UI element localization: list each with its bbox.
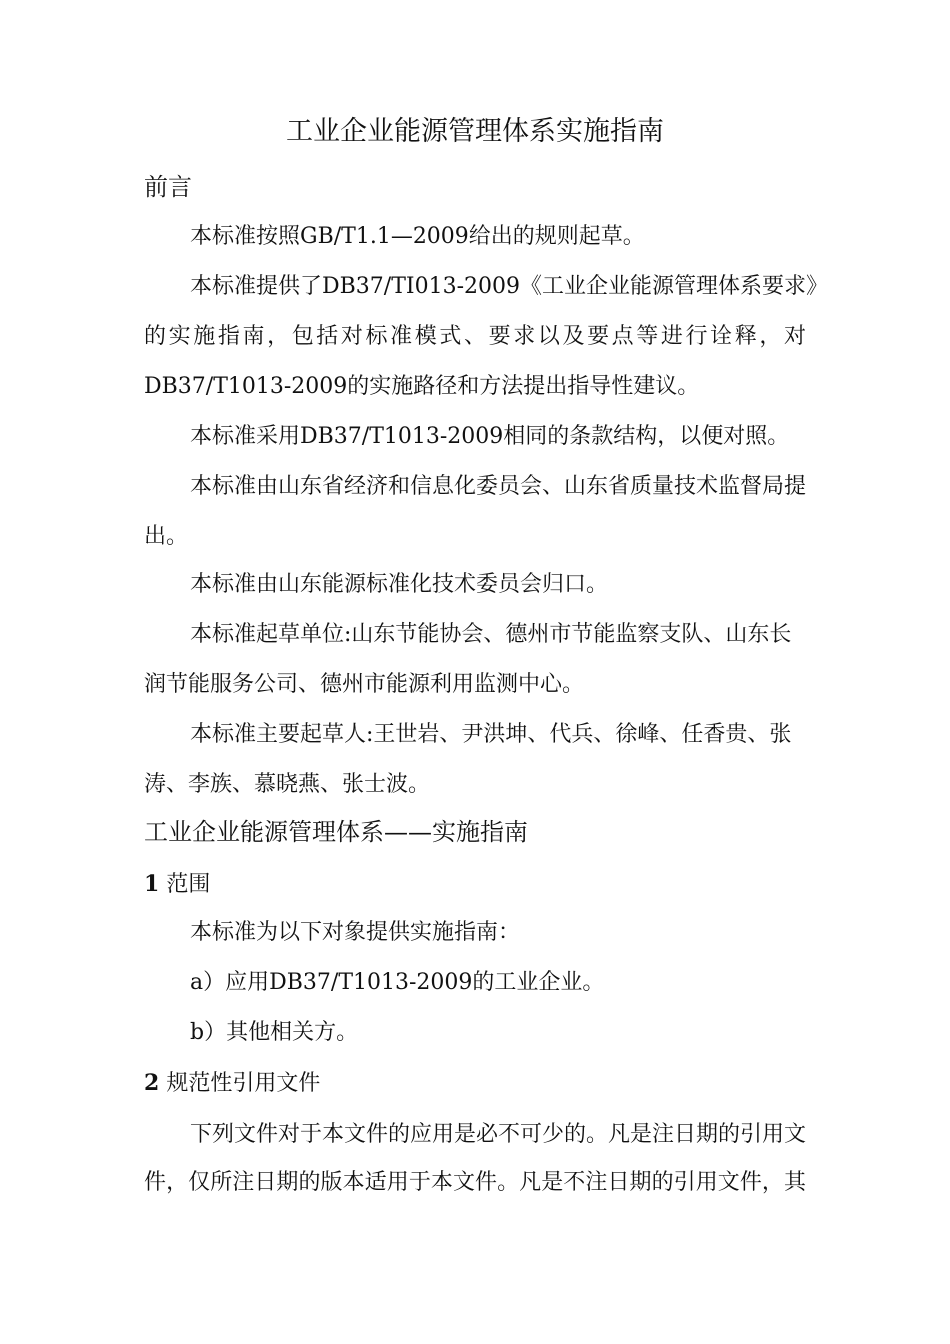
section-2-paragraph-line-2: 件，仅所注日期的版本适用于本文件。凡是不注日期的引用文件，其 (144, 1170, 806, 1195)
foreword-paragraph-7-line-1: 本标准主要起草人:王世岩、尹洪坤、代兵、徐峰、任香贵、张 (190, 722, 792, 747)
section-1-intro: 本标准为以下对象提供实施指南： (190, 920, 521, 945)
foreword-paragraph-2-line-1: 本标准提供了DB37/TI013-2009《工业企业能源管理体系要求》 (190, 274, 828, 299)
foreword-paragraph-6-line-1: 本标准起草单位:山东节能协会、德州市节能监察支队、山东长 (190, 622, 792, 647)
foreword-paragraph-1: 本标准按照GB/T1.1—2009给出的规则起草。 (190, 224, 645, 249)
section-1-number: 1 (144, 871, 160, 897)
document-title: 工业企业能源管理体系实施指南 (286, 116, 664, 147)
section-2-title: 规范性引用文件 (166, 1071, 321, 1096)
foreword-paragraph-3: 本标准采用DB37/T1013-2009相同的条款结构，以便对照。 (190, 424, 790, 449)
foreword-heading: 前言 (144, 173, 192, 201)
section-2-heading (144, 1068, 320, 1099)
foreword-paragraph-6-line-2: 润节能服务公司、德州市能源利用监测中心。 (144, 672, 585, 697)
foreword-paragraph-4-line-1: 本标准由山东省经济和信息化委员会、山东省质量技术监督局提 (190, 474, 807, 499)
section-2-number: 2 (144, 1070, 160, 1096)
foreword-paragraph-2-line-2: 的实施指南，包括对标准模式、要求以及要点等进行诠释，对 (144, 324, 806, 349)
section-1-item-b: b）其他相关方。 (190, 1020, 359, 1045)
foreword-paragraph-2-line-3: DB37/T1013-2009的实施路径和方法提出指导性建议。 (144, 374, 700, 399)
section-1-heading (144, 869, 210, 900)
foreword-paragraph-4-line-2: 出。 (144, 524, 189, 549)
section-1-title: 范围 (166, 872, 211, 897)
foreword-paragraph-5: 本标准由山东能源标准化技术委员会归口。 (190, 572, 609, 597)
foreword-paragraph-7-line-2: 涛、李族、慕晓燕、张士波。 (144, 772, 431, 797)
section-2-paragraph-line-1: 下列文件对于本文件的应用是必不可少的。凡是注日期的引用文 (190, 1122, 807, 1147)
main-heading: 工业企业能源管理体系——实施指南 (144, 818, 528, 846)
section-1-item-a: a）应用DB37/T1013-2009的工业企业。 (190, 970, 605, 995)
